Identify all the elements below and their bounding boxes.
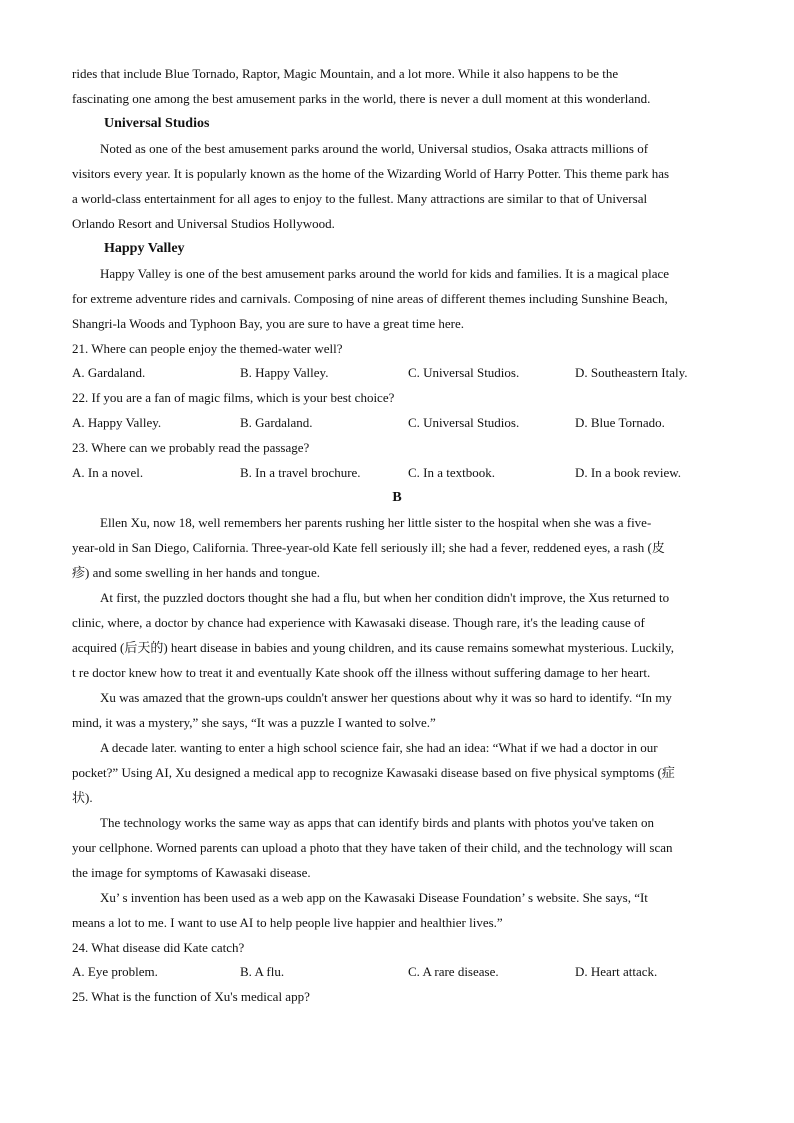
paragraph-line: acquired (后天的) heart disease in babies and young children, and its cause remains somewhat mysterious. Luckily, bbox=[72, 640, 675, 655]
paragraph-line: The technology works the same way as apps that can identify birds and plants with photos you've taken on bbox=[100, 815, 654, 830]
section-heading-b: B bbox=[392, 490, 402, 505]
question-stem: 24. What disease did Kate catch? bbox=[72, 940, 245, 955]
paragraph-line: Ellen Xu, now 18, well remembers her parents rushing her little sister to the hospital when she was a five- bbox=[100, 515, 652, 530]
answer-option: C. Universal Studios. bbox=[408, 365, 520, 380]
answer-option: D. Heart attack. bbox=[575, 964, 658, 979]
section-heading-happy-valley: Happy Valley bbox=[104, 241, 185, 256]
answer-option: B. Gardaland. bbox=[240, 415, 313, 430]
paragraph-line: 状). bbox=[72, 790, 93, 805]
paragraph-line: a world-class entertainment for all ages to enjoy to the fullest. Many attractions are similar to that of Universal bbox=[72, 191, 648, 206]
paragraph-line: Xu’ s invention has been used as a web app on the Kawasaki Disease Foundation’ s website. She says, “It bbox=[100, 890, 648, 905]
paragraph-line: your cellphone. Worned parents can upload a photo that they have taken of their child, and the technology will scan bbox=[72, 840, 673, 855]
paragraph-line: Xu was amazed that the grown-ups couldn't answer her questions about why it was so hard to identify. “In my bbox=[100, 690, 672, 705]
paragraph-line: Noted as one of the best amusement parks around the world, Universal studios, Osaka attracts millions of bbox=[100, 141, 649, 156]
answer-option: A. In a novel. bbox=[72, 465, 144, 480]
answer-option: C. Universal Studios. bbox=[408, 415, 520, 430]
paragraph-line: Orlando Resort and Universal Studios Hollywood. bbox=[72, 216, 335, 231]
question-stem: 25. What is the function of Xu's medical app? bbox=[72, 989, 310, 1004]
paragraph-line: fascinating one among the best amusement parks in the world, there is never a dull moment at this wonderland. bbox=[72, 91, 651, 106]
paragraph-line: pocket?” Using AI, Xu designed a medical app to recognize Kawasaki disease based on five physical symptoms (症 bbox=[72, 765, 675, 780]
paragraph-line: for extreme adventure rides and carnivals. Composing of nine areas of different themes including Sunshine Beach, bbox=[72, 291, 668, 306]
answer-option: C. A rare disease. bbox=[408, 964, 499, 979]
answer-option: D. Blue Tornado. bbox=[575, 415, 665, 430]
paragraph-line: Shangri-la Woods and Typhoon Bay, you are sure to have a great time here. bbox=[72, 316, 465, 331]
paragraph-line: visitors every year. It is popularly known as the home of the Wizarding World of Harry Potter. This theme park has bbox=[72, 166, 670, 181]
paragraph-line: Happy Valley is one of the best amusement parks around the world for kids and families. It is a magical place bbox=[100, 266, 670, 281]
paragraph-line: means a lot to me. I want to use AI to help people live happier and healthier lives.” bbox=[72, 915, 503, 930]
question-stem: 23. Where can we probably read the passage? bbox=[72, 440, 310, 455]
paragraph-line: At first, the puzzled doctors thought she had a flu, but when her condition didn't improve, the Xus returned to bbox=[100, 590, 670, 605]
paragraph-line: the image for symptoms of Kawasaki disease. bbox=[72, 865, 311, 880]
paragraph-line: t re doctor knew how to treat it and eventually Kate shook off the illness without suffering damage to her heart. bbox=[72, 665, 651, 680]
paragraph-line: rides that include Blue Tornado, Raptor, Magic Mountain, and a lot more. While it also happens to be the bbox=[72, 66, 619, 81]
answer-option: B. A flu. bbox=[240, 964, 285, 979]
answer-option: A. Gardaland. bbox=[72, 365, 146, 380]
answer-option: D. Southeastern Italy. bbox=[575, 365, 688, 380]
answer-option: A. Eye problem. bbox=[72, 964, 158, 979]
paragraph-line: A decade later. wanting to enter a high school science fair, she had an idea: “What if we had a doctor in our bbox=[100, 740, 658, 755]
section-heading-universal-studios: Universal Studios bbox=[104, 116, 210, 131]
answer-option: C. In a textbook. bbox=[408, 465, 496, 480]
paragraph-line: mind, it was a mystery,” she says, “It was a puzzle I wanted to solve.” bbox=[72, 715, 436, 730]
paragraph-line: 疹) and some swelling in her hands and tongue. bbox=[72, 565, 321, 580]
paragraph-line: year-old in San Diego, California. Three-year-old Kate fell seriously ill; she had a fever, reddened eyes, a rash (皮 bbox=[72, 540, 665, 555]
answer-option: B. In a travel brochure. bbox=[240, 465, 361, 480]
question-stem: 21. Where can people enjoy the themed-water well? bbox=[72, 341, 343, 356]
answer-option: A. Happy Valley. bbox=[72, 415, 162, 430]
question-stem: 22. If you are a fan of magic films, which is your best choice? bbox=[72, 390, 395, 405]
paragraph-line: clinic, where, a doctor by chance had experience with Kawasaki disease. Though rare, it's the leading cause of bbox=[72, 615, 645, 630]
answer-option: D. In a book review. bbox=[575, 465, 682, 480]
answer-option: B. Happy Valley. bbox=[240, 365, 329, 380]
